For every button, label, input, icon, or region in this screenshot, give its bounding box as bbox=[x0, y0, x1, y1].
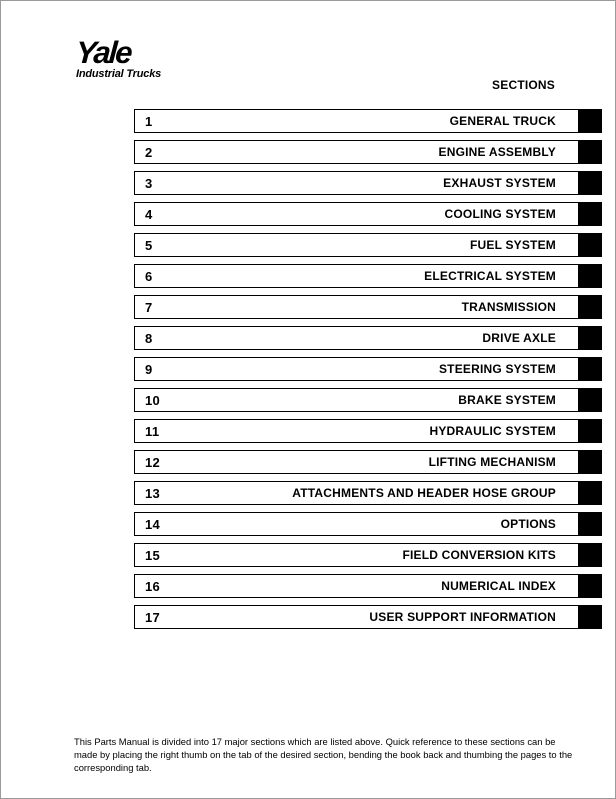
section-title: DRIVE AXLE bbox=[482, 331, 556, 345]
footnote: This Parts Manual is divided into 17 major sections which are listed above. Quick reference to these sections can be made by placing the right thumb on the tab of the desired section, bending the book back and thumbing the pages to the corresponding tab. bbox=[74, 736, 573, 773]
section-row-5[interactable] bbox=[134, 233, 602, 257]
section-title: GENERAL TRUCK bbox=[449, 114, 556, 128]
section-row-16[interactable] bbox=[134, 574, 602, 598]
section-row-13[interactable] bbox=[134, 481, 602, 505]
section-thumb-tab[interactable] bbox=[578, 109, 602, 133]
sections-heading: SECTIONS bbox=[492, 78, 555, 92]
section-title: USER SUPPORT INFORMATION bbox=[369, 610, 556, 624]
section-row-1[interactable] bbox=[134, 109, 602, 133]
section-box[interactable] bbox=[134, 574, 578, 598]
logo-brand: Yale bbox=[74, 35, 132, 70]
logo-subtitle: Industrial Trucks bbox=[76, 68, 162, 80]
section-row-4[interactable] bbox=[134, 202, 602, 226]
section-number: 17 bbox=[145, 609, 161, 625]
yale-logo bbox=[74, 35, 186, 80]
section-box[interactable] bbox=[134, 140, 578, 164]
section-thumb-tab[interactable] bbox=[578, 140, 602, 164]
section-number: 4 bbox=[145, 206, 153, 222]
section-number: 9 bbox=[145, 361, 153, 377]
section-row-8[interactable] bbox=[134, 326, 602, 350]
section-number: 2 bbox=[145, 144, 153, 160]
section-row-11[interactable] bbox=[134, 419, 602, 443]
section-thumb-tab[interactable] bbox=[578, 419, 602, 443]
section-number: 8 bbox=[145, 330, 153, 346]
section-box[interactable] bbox=[134, 326, 578, 350]
section-title: FUEL SYSTEM bbox=[470, 238, 556, 252]
section-title: STEERING SYSTEM bbox=[438, 362, 556, 376]
section-row-15[interactable] bbox=[134, 543, 602, 567]
section-number: 12 bbox=[145, 454, 161, 470]
section-title: LIFTING MECHANISM bbox=[428, 455, 556, 469]
section-number: 15 bbox=[145, 547, 161, 563]
section-box[interactable] bbox=[134, 543, 578, 567]
section-row-3[interactable] bbox=[134, 171, 602, 195]
section-title: COOLING SYSTEM bbox=[444, 207, 556, 221]
section-thumb-tab[interactable] bbox=[578, 357, 602, 381]
section-box[interactable] bbox=[134, 264, 578, 288]
section-row-17[interactable] bbox=[134, 605, 602, 629]
section-thumb-tab[interactable] bbox=[578, 171, 602, 195]
section-title: ELECTRICAL SYSTEM bbox=[424, 269, 556, 283]
section-row-10[interactable] bbox=[134, 388, 602, 412]
section-title: ATTACHMENTS AND HEADER HOSE GROUP bbox=[292, 486, 556, 500]
section-title: HYDRAULIC SYSTEM bbox=[429, 424, 556, 438]
section-box[interactable] bbox=[134, 481, 578, 505]
section-box[interactable] bbox=[134, 109, 578, 133]
section-number: 1 bbox=[145, 113, 153, 129]
section-number: 5 bbox=[145, 237, 153, 253]
section-title: BRAKE SYSTEM bbox=[458, 393, 556, 407]
section-thumb-tab[interactable] bbox=[578, 295, 602, 319]
section-thumb-tab[interactable] bbox=[578, 233, 602, 257]
section-thumb-tab[interactable] bbox=[578, 605, 602, 629]
section-thumb-tab[interactable] bbox=[578, 512, 602, 536]
section-box[interactable] bbox=[134, 388, 578, 412]
section-number: 3 bbox=[145, 175, 153, 191]
section-thumb-tab[interactable] bbox=[578, 202, 602, 226]
section-box[interactable] bbox=[134, 512, 578, 536]
section-box[interactable] bbox=[134, 605, 578, 629]
section-thumb-tab[interactable] bbox=[578, 574, 602, 598]
section-box[interactable] bbox=[134, 357, 578, 381]
section-title: FIELD CONVERSION KITS bbox=[402, 548, 556, 562]
section-box[interactable] bbox=[134, 295, 578, 319]
section-number: 10 bbox=[145, 392, 161, 408]
section-title: OPTIONS bbox=[500, 517, 556, 531]
section-title: NUMERICAL INDEX bbox=[441, 579, 556, 593]
section-title: EXHAUST SYSTEM bbox=[443, 176, 556, 190]
section-row-2[interactable] bbox=[134, 140, 602, 164]
section-number: 13 bbox=[145, 485, 161, 501]
section-thumb-tab[interactable] bbox=[578, 388, 602, 412]
section-box[interactable] bbox=[134, 450, 578, 474]
section-row-12[interactable] bbox=[134, 450, 602, 474]
section-row-14[interactable] bbox=[134, 512, 602, 536]
section-thumb-tab[interactable] bbox=[578, 481, 602, 505]
section-thumb-tab[interactable] bbox=[578, 450, 602, 474]
section-number: 14 bbox=[145, 516, 161, 532]
section-number: 11 bbox=[145, 423, 160, 439]
section-row-6[interactable] bbox=[134, 264, 602, 288]
section-number: 6 bbox=[145, 268, 153, 284]
section-list bbox=[134, 109, 602, 636]
section-box[interactable] bbox=[134, 419, 578, 443]
section-box[interactable] bbox=[134, 202, 578, 226]
section-thumb-tab[interactable] bbox=[578, 326, 602, 350]
section-thumb-tab[interactable] bbox=[578, 543, 602, 567]
section-title: ENGINE ASSEMBLY bbox=[438, 145, 556, 159]
section-title: TRANSMISSION bbox=[461, 300, 556, 314]
section-row-9[interactable] bbox=[134, 357, 602, 381]
section-box[interactable] bbox=[134, 171, 578, 195]
section-number: 16 bbox=[145, 578, 161, 594]
section-thumb-tab[interactable] bbox=[578, 264, 602, 288]
section-row-7[interactable] bbox=[134, 295, 602, 319]
section-number: 7 bbox=[145, 299, 153, 315]
section-box[interactable] bbox=[134, 233, 578, 257]
